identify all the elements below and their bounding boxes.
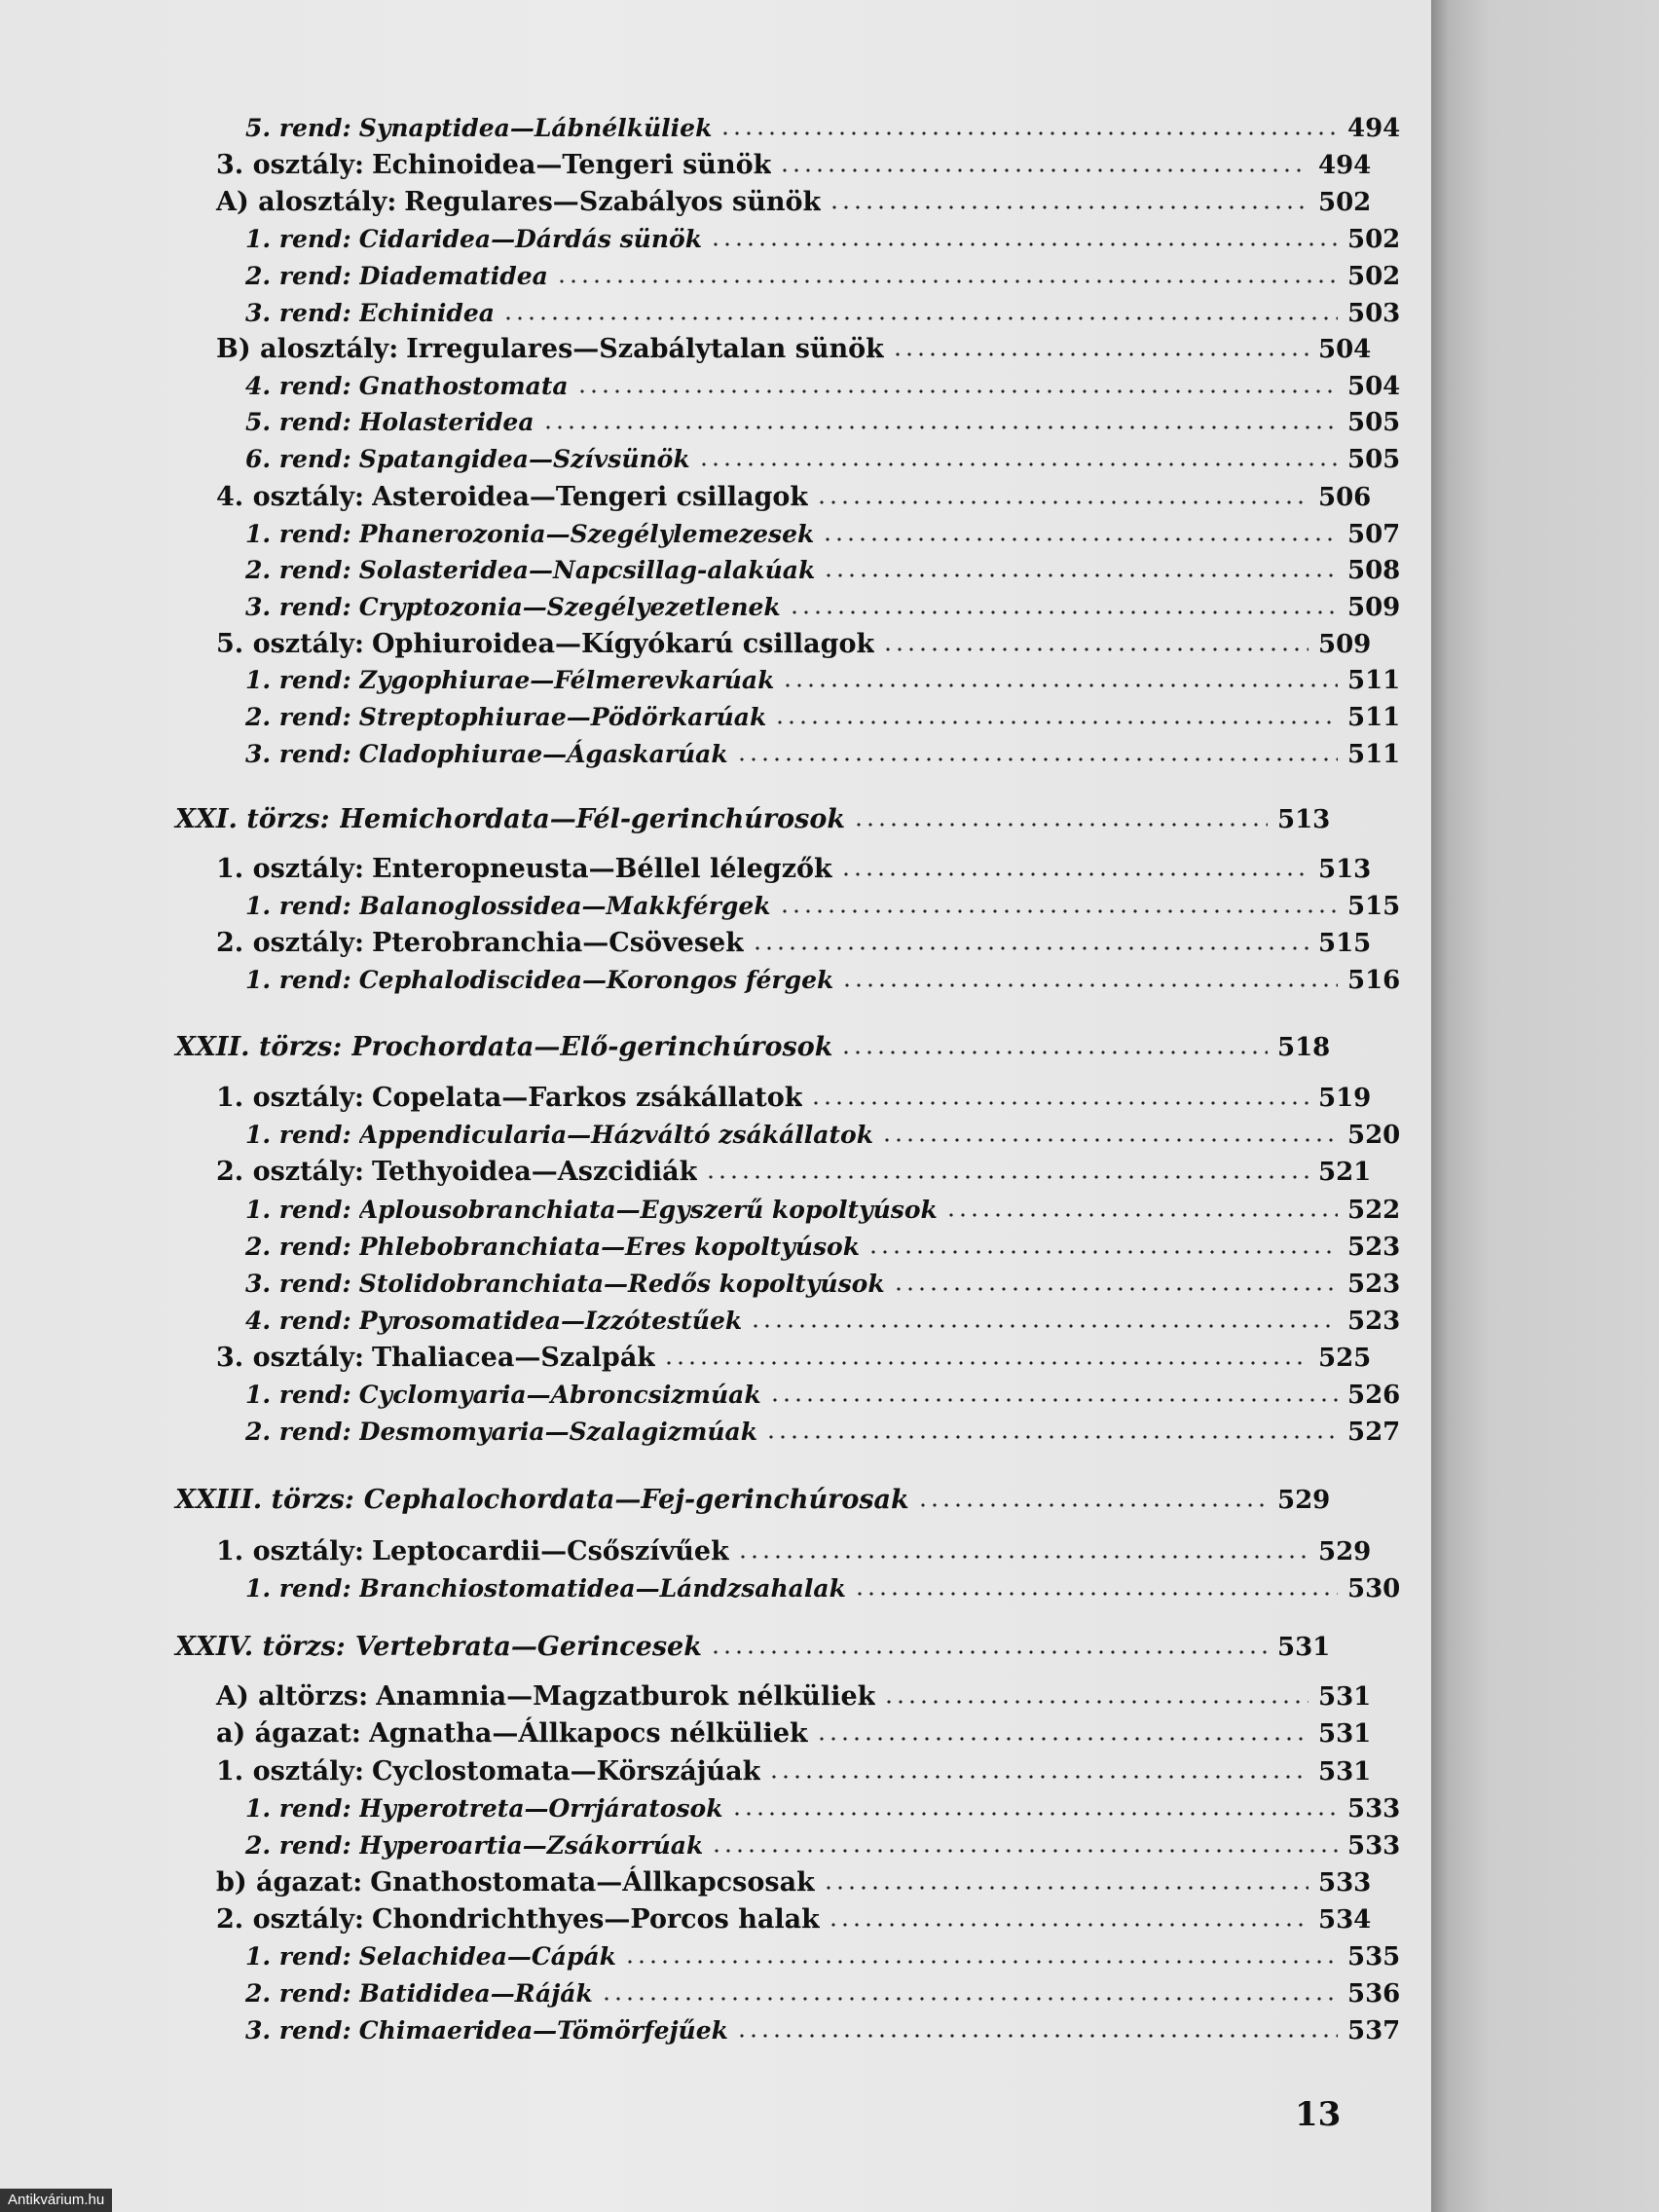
toc-entry: [0, 185, 1372, 220]
dot-leader: [917, 1500, 1268, 1510]
toc-entry-rank: 3. rend:: [245, 740, 351, 768]
toc-entry-page: 504: [1347, 372, 1401, 401]
toc-entry-page: 531: [1318, 1757, 1372, 1787]
toc-entry: [0, 553, 1401, 588]
toc-entry-rank: 2. rend:: [245, 703, 351, 731]
toc-entry-page: 518: [1277, 1033, 1331, 1062]
dot-leader: [822, 535, 1338, 544]
toc-entry-rank: 1. rend:: [245, 966, 351, 994]
toc-entry: [0, 1483, 1331, 1518]
toc-entry: [0, 480, 1372, 515]
toc-entry-title: Asteroidea—Tengeri csillagok: [372, 482, 809, 512]
dot-leader: [542, 423, 1338, 432]
toc-entry-rank: 2. rend:: [245, 262, 351, 290]
toc-entry: [0, 296, 1401, 331]
toc-entry-rank: XXII. törzs:: [175, 1032, 343, 1062]
toc-entry-page: 505: [1347, 408, 1401, 437]
toc-entry: [0, 369, 1401, 404]
dot-leader: [556, 276, 1338, 286]
toc-entry-rank: 2. rend:: [245, 1831, 351, 1860]
toc-entry-title: Synaptidea—Lábnélküliek: [358, 114, 713, 142]
toc-entry-page: 523: [1347, 1233, 1401, 1262]
dot-leader: [893, 1284, 1338, 1294]
toc-entry-rank: 4. rend:: [245, 1307, 351, 1335]
toc-entry-page: 531: [1318, 1719, 1372, 1749]
toc-entry-page: 535: [1347, 1942, 1401, 1972]
toc-entry-page: 511: [1347, 703, 1401, 732]
toc-entry-page: 507: [1347, 520, 1401, 549]
dot-leader: [624, 1957, 1338, 1967]
toc-entry: [0, 1378, 1401, 1413]
toc-entry-title: Vertebrata—Gerincesek: [354, 1632, 702, 1662]
toc-entry-title: Ophiuroidea—Kígyókarú csillagok: [372, 629, 875, 659]
toc-entry: [0, 889, 1401, 924]
toc-entry-page: 511: [1347, 666, 1401, 695]
toc-entry-rank: 2. rend:: [245, 556, 351, 584]
dot-leader: [823, 1883, 1309, 1893]
toc-entry-title: Batididea—Ráják: [358, 1979, 593, 2008]
toc-entry-page: 505: [1347, 445, 1401, 474]
dot-leader: [779, 166, 1309, 175]
toc-entry-title: Echinoidea—Tengeri sünök: [372, 150, 772, 180]
toc-entry: [0, 1791, 1401, 1826]
page-edge-shadow: [1431, 0, 1659, 2212]
toc-entry-rank: 3. rend:: [245, 1270, 351, 1298]
toc-entry-rank: 2. osztály:: [216, 1157, 365, 1187]
toc-entry-rank: 1. osztály:: [216, 1083, 365, 1113]
toc-entry: [0, 1716, 1372, 1751]
toc-entry-page: 519: [1318, 1084, 1372, 1113]
toc-entry-rank: 1. rend:: [245, 1794, 351, 1823]
toc-entry: [0, 1679, 1372, 1714]
dot-leader: [840, 869, 1309, 879]
toc-entry-title: Chimaeridea—Tömörfejűek: [358, 2016, 728, 2045]
toc-entry-page: 526: [1347, 1381, 1401, 1410]
toc-entry-page: 503: [1347, 299, 1401, 328]
toc-entry-title: Echinidea: [358, 299, 495, 327]
toc-entry-title: Prochordata—Elő-gerinchúrosok: [351, 1032, 833, 1062]
toc-entry-title: Thaliacea—Szalpák: [372, 1343, 656, 1373]
toc-entry-rank: b) ágazat:: [216, 1867, 363, 1898]
toc-entry-rank: 1. osztály:: [216, 854, 365, 884]
toc-entry: [0, 1571, 1401, 1606]
toc-entry: [0, 259, 1401, 294]
dot-leader: [705, 1172, 1309, 1182]
dot-leader: [698, 460, 1338, 469]
toc-entry-rank: 1. rend:: [245, 520, 351, 548]
toc-entry-title: Hyperoartia—Zsákorrúak: [358, 1831, 704, 1860]
toc-entry-page: 494: [1318, 151, 1372, 180]
dot-leader: [774, 718, 1338, 727]
toc-entry-rank: XXI. törzs:: [175, 804, 330, 834]
toc-entry-title: Aplousobranchiata—Egyszerű kopoltyúsok: [358, 1196, 938, 1224]
dot-leader: [750, 1321, 1338, 1331]
toc-entry-title: Hyperotreta—Orrjáratosok: [358, 1794, 723, 1823]
dot-leader: [731, 1809, 1338, 1819]
toc-entry-rank: 2. rend:: [245, 1979, 351, 2008]
dot-leader: [769, 1395, 1338, 1405]
toc-entry: [0, 590, 1401, 625]
dot-leader: [840, 1048, 1268, 1057]
toc-entry-rank: 2. osztály:: [216, 1904, 365, 1935]
dot-leader: [576, 387, 1338, 396]
toc-entry-title: Spatangidea—Szívsünök: [358, 445, 690, 473]
dot-leader: [710, 1647, 1268, 1657]
toc-entry: [0, 1865, 1372, 1900]
toc-entry-rank: 3. osztály:: [216, 150, 365, 180]
toc-entry-rank: 1. rend:: [245, 1121, 351, 1149]
toc-entry-title: Zygophiurae—Félmerevkarúak: [358, 666, 775, 694]
toc-entry-title: Leptocardii—Csőszívűek: [372, 1536, 729, 1567]
toc-entry: [0, 405, 1401, 440]
toc-entry-rank: 6. rend:: [245, 445, 351, 473]
toc-entry-title: Cidaridea—Dárdás sünök: [358, 225, 703, 253]
dot-leader: [883, 1697, 1309, 1707]
toc-entry-title: Streptophiurae—Pödörkarúak: [358, 703, 767, 731]
toc-entry-rank: A) altörzs:: [216, 1681, 369, 1712]
toc-entry-page: 508: [1347, 556, 1401, 585]
toc-entry-rank: 3. rend:: [245, 299, 351, 327]
toc-entry: [0, 1754, 1372, 1789]
toc-entry-page: 509: [1318, 630, 1372, 659]
toc-entry-rank: A) alosztály:: [216, 187, 397, 217]
toc-entry-rank: 1. rend:: [245, 1574, 351, 1603]
dot-leader: [816, 1734, 1309, 1744]
toc-entry-rank: 1. rend:: [245, 892, 351, 920]
toc-entry-page: 525: [1318, 1344, 1372, 1373]
page-number: 13: [1295, 2095, 1342, 2134]
dot-leader: [752, 943, 1309, 953]
toc-entry-page: 529: [1318, 1537, 1372, 1567]
dot-leader: [779, 906, 1338, 916]
toc-entry-page: 533: [1347, 1831, 1401, 1861]
dot-leader: [841, 980, 1338, 990]
toc-entry: [0, 1534, 1372, 1569]
toc-entry-title: Desmomyaria—Szalagizmúak: [358, 1418, 758, 1446]
toc-entry-rank: 5. osztály:: [216, 629, 365, 659]
toc-entry-page: 513: [1277, 805, 1331, 834]
toc-entry-title: Cryptozonia—Szegélyezetlenek: [358, 593, 781, 621]
toc-entry: [0, 1630, 1331, 1665]
dot-leader: [892, 350, 1309, 359]
toc-entry: [0, 442, 1401, 477]
dot-leader: [782, 681, 1338, 690]
dot-leader: [882, 645, 1309, 654]
toc-entry-rank: 1. rend:: [245, 666, 351, 694]
dot-leader: [502, 313, 1338, 323]
dot-leader: [663, 1358, 1309, 1368]
toc-entry-rank: 1. rend:: [245, 1196, 351, 1224]
toc-entry: [0, 1193, 1401, 1228]
toc-entry-title: Anamnia—Magzatburok nélküliek: [376, 1681, 876, 1712]
toc-entry-page: 506: [1318, 483, 1372, 512]
toc-entry-page: 529: [1277, 1486, 1331, 1515]
toc-entry-rank: 1. osztály:: [216, 1536, 365, 1567]
toc-entry-page: 533: [1347, 1794, 1401, 1824]
toc-entry-title: Cyclomyaria—Abroncsizmúak: [358, 1381, 761, 1409]
toc-entry-title: Pterobranchia—Csövesek: [372, 928, 744, 958]
toc-entry: [0, 111, 1401, 146]
toc-entry-title: Gnathostomata—Állkapcsosak: [370, 1867, 815, 1898]
toc-entry-rank: XXIV. törzs:: [175, 1632, 346, 1662]
dot-leader: [737, 1552, 1309, 1562]
toc-entry-page: 530: [1347, 1574, 1401, 1604]
toc-entry-rank: 1. rend:: [245, 1942, 351, 1971]
toc-entry: [0, 852, 1372, 887]
toc-entry-title: Cephalodiscidea—Korongos férgek: [358, 966, 834, 994]
toc-entry-title: Branchiostomatidea—Lándzsahalak: [358, 1574, 846, 1603]
dot-leader: [829, 203, 1309, 212]
toc-entry-title: Solasteridea—Napcsillag-alakúak: [358, 556, 816, 584]
toc-entry-page: 502: [1347, 262, 1401, 291]
toc-entry-title: Selachidea—Cápák: [358, 1942, 616, 1971]
toc-entry-rank: 4. osztály:: [216, 482, 365, 512]
toc-entry-title: Holasteridea: [358, 408, 535, 436]
toc-entry-title: Enteropneusta—Béllel lélegzők: [372, 854, 832, 884]
toc-entry: [0, 1304, 1401, 1339]
toc-entry-title: Appendicularia—Házváltó zsákállatok: [358, 1121, 874, 1149]
toc-entry-page: 509: [1347, 593, 1401, 622]
toc-entry-page: 515: [1318, 929, 1372, 958]
toc-entry-rank: 3. osztály:: [216, 1343, 365, 1373]
toc-entry-page: 513: [1318, 855, 1372, 884]
toc-entry-page: 522: [1347, 1196, 1401, 1225]
dot-leader: [736, 2031, 1338, 2041]
toc-entry: [0, 700, 1401, 735]
toc-entry-rank: a) ágazat:: [216, 1718, 361, 1749]
toc-entry-title: Stolidobranchiata—Redős kopoltyúsok: [358, 1270, 885, 1298]
toc-entry-page: 494: [1347, 114, 1401, 143]
toc-entry-title: Copelata—Farkos zsákállatok: [372, 1083, 803, 1113]
toc-entry-page: 520: [1347, 1121, 1401, 1150]
toc-entry: [0, 926, 1372, 961]
dot-leader: [881, 1135, 1338, 1145]
toc-entry: [0, 802, 1331, 837]
toc-entry: [0, 963, 1401, 998]
toc-entry-rank: 2. rend:: [245, 1233, 351, 1261]
toc-entry-page: 515: [1347, 892, 1401, 921]
toc-entry: [0, 222, 1401, 257]
dot-leader: [719, 129, 1338, 138]
toc-entry-rank: 3. rend:: [245, 593, 351, 621]
toc-entry-rank: 1. osztály:: [216, 1756, 365, 1787]
toc-entry-title: Irregulares—Szabálytalan sünök: [406, 334, 884, 364]
toc-entry: [0, 332, 1372, 367]
toc-entry: [0, 1081, 1372, 1116]
toc-entry-title: Phanerozonia—Szegélylemezesek: [358, 520, 815, 548]
dot-leader: [711, 1846, 1338, 1856]
toc-entry-page: 523: [1347, 1307, 1401, 1336]
toc-entry: [0, 1030, 1331, 1065]
dot-leader: [710, 240, 1338, 249]
toc-entry-page: 537: [1347, 2016, 1401, 2046]
toc-entry-title: Chondrichthyes—Porcos halak: [372, 1904, 820, 1935]
dot-leader: [789, 608, 1338, 617]
toc-entry-page: 527: [1347, 1418, 1401, 1447]
toc-entry-rank: XXIII. törzs:: [175, 1485, 354, 1515]
toc-entry-rank: 2. rend:: [245, 1418, 351, 1446]
toc-entry: [0, 1155, 1372, 1190]
toc-entry-title: Balanoglossidea—Makkférgek: [358, 892, 771, 920]
dot-leader: [828, 1920, 1309, 1930]
toc-entry-rank: B) alosztály:: [216, 334, 399, 364]
toc-entry-page: 533: [1318, 1868, 1372, 1898]
dot-leader: [765, 1432, 1338, 1442]
dot-leader: [945, 1210, 1338, 1220]
toc-entry: [0, 1976, 1401, 2011]
toc-entry-rank: 5. rend:: [245, 408, 351, 436]
toc-entry: [0, 148, 1372, 183]
toc-entry: [0, 737, 1401, 772]
toc-entry-title: Agnatha—Állkapocs nélküliek: [368, 1718, 808, 1749]
toc-entry-page: 516: [1347, 966, 1401, 995]
toc-entry: [0, 1267, 1401, 1302]
toc-entry-title: Cephalochordata—Fej-gerinchúrosak: [363, 1485, 909, 1515]
toc-entry-page: 531: [1277, 1633, 1331, 1662]
dot-leader: [601, 1994, 1338, 2004]
toc-entry-rank: 2. osztály:: [216, 928, 365, 958]
toc-entry-page: 502: [1318, 188, 1372, 217]
toc-entry: [0, 663, 1401, 698]
toc-entry-title: Tethyoidea—Aszcidiák: [372, 1157, 698, 1187]
toc-entry-title: Pyrosomatidea—Izzótestűek: [358, 1307, 743, 1335]
toc-entry: [0, 1902, 1372, 1937]
dot-leader: [823, 571, 1338, 580]
toc-entry-title: Hemichordata—Fél-gerinchúrosok: [339, 804, 846, 834]
dot-leader: [854, 1589, 1338, 1599]
toc-entry-title: Cladophiurae—Ágaskarúak: [358, 740, 728, 768]
toc-entry: [0, 2013, 1401, 2048]
toc-entry: [0, 1415, 1401, 1450]
dot-leader: [853, 820, 1268, 830]
toc-entry-page: 502: [1347, 225, 1401, 254]
dot-leader: [867, 1247, 1338, 1257]
toc-entry-title: Cyclostomata—Körszájúak: [372, 1756, 761, 1787]
toc-entry: [0, 1939, 1401, 1974]
toc-entry-title: Regulares—Szabályos sünök: [404, 187, 822, 217]
toc-entry-rank: 5. rend:: [245, 114, 351, 142]
toc-entry: [0, 1118, 1401, 1153]
toc-entry: [0, 627, 1372, 662]
toc-entry-title: Gnathostomata: [358, 372, 569, 400]
toc-entry: [0, 1230, 1401, 1265]
dot-leader: [810, 1098, 1309, 1108]
toc-entry-page: 521: [1318, 1158, 1372, 1187]
toc-entry-title: Diadematidea: [358, 262, 548, 290]
toc-entry-page: 511: [1347, 740, 1401, 769]
dot-leader: [816, 498, 1309, 507]
toc-entry: [0, 517, 1401, 552]
toc-entry-rank: 1. rend:: [245, 225, 351, 253]
toc-entry-page: 531: [1318, 1682, 1372, 1712]
toc-entry-rank: 3. rend:: [245, 2016, 351, 2045]
toc-entry-page: 504: [1318, 335, 1372, 364]
toc-entry-rank: 1. rend:: [245, 1381, 351, 1409]
toc-entry-title: Phlebobranchiata—Eres kopoltyúsok: [358, 1233, 861, 1261]
toc-entry-page: 523: [1347, 1270, 1401, 1299]
toc-entry: [0, 1341, 1372, 1376]
toc-entry-page: 534: [1318, 1905, 1372, 1935]
toc-entry: [0, 1828, 1401, 1863]
watermark: Antikvárium.hu: [0, 2189, 112, 2212]
dot-leader: [736, 755, 1338, 764]
toc-entry-rank: 4. rend:: [245, 372, 351, 400]
dot-leader: [768, 1772, 1309, 1782]
toc-entry-page: 536: [1347, 1979, 1401, 2009]
